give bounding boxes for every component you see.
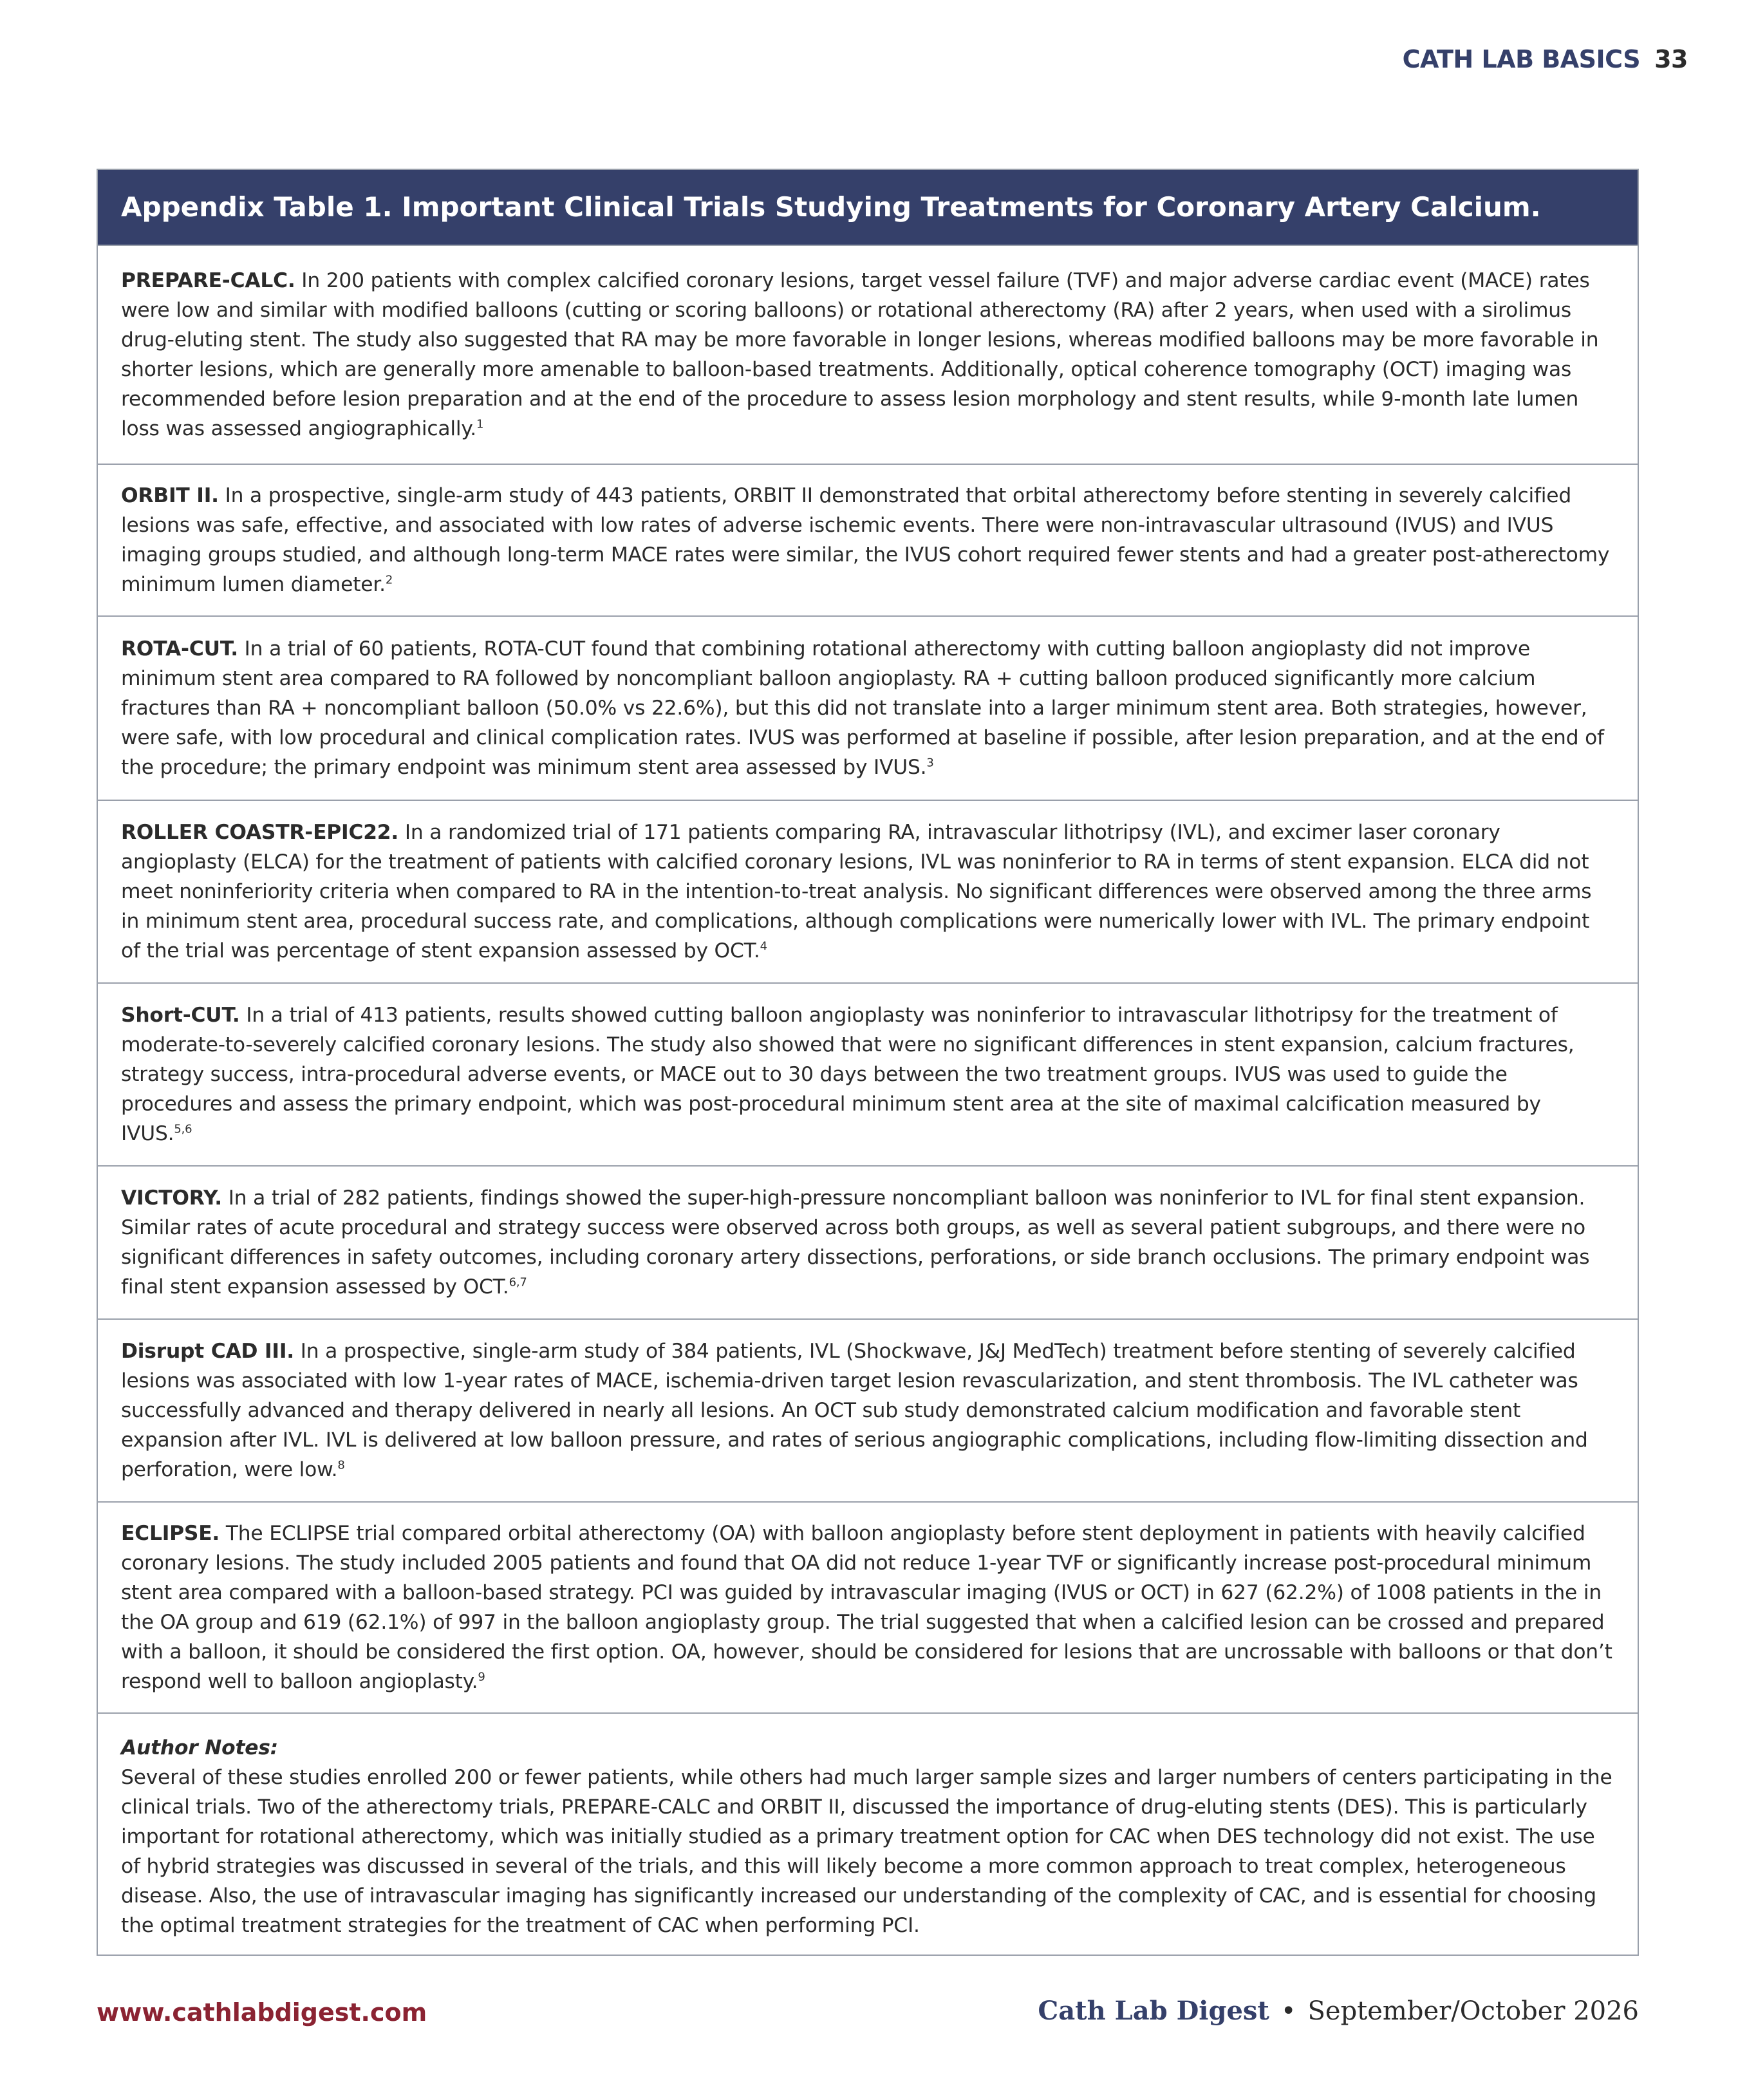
trial-description: In a randomized trial of 171 patients comparing RA, intravascular lithotripsy (IVL), and excimer laser coronary angioplasty (ELCA) for the treatment of patients with calcified coronary lesions, IVL was noninferior to RA in terms of stent expansion. ELCA did not meet noninferiority criteria when compared to RA in the intention-to-treat analysis. No significant differences were observed among the three arms in minimum stent area, procedural success rate, and complications, although complications were numerically lower with IVL. The primary endpoint of the trial was percentage of stent expansion assessed by OCT. bbox=[121, 820, 1592, 962]
reference-number: 3 bbox=[926, 756, 934, 770]
issue-date: September/October 2026 bbox=[1307, 1996, 1639, 2026]
trial-description: In a trial of 60 patients, ROTA-CUT found that combining rotational atherectomy with cutting balloon angioplasty did not improve minimum stent area compared to RA followed by noncompliant balloon angioplasty. RA + cutting balloon produced significantly more calcium fractures than RA + noncompliant balloon (50.0% vs 22.6%), but this did not translate into a larger minimum stent area. Both strategies, however, were safe, with low procedural and clinical complication rates. IVUS was performed at baseline if possible, after lesion preparation, and at the end of the procedure; the primary endpoint was minimum stent area assessed by IVUS. bbox=[121, 637, 1604, 779]
reference-number: 1 bbox=[476, 417, 484, 431]
reference-number: 8 bbox=[337, 1458, 345, 1472]
reference-number: 5,6 bbox=[174, 1122, 192, 1136]
trial-name: ROLLER COASTR-EPIC22. bbox=[121, 820, 399, 844]
trial-row-disrupt-cad-iii bbox=[98, 1318, 1638, 1501]
author-notes-text: Several of these studies enrolled 200 or fewer patients, while others had much larger sample sizes and larger numbers of centers participating in the clinical trials. Two of the atherectomy trials, PREPARE-CALC and ORBIT II, discussed the importance of drug-eluting stents (DES). This is particularly important for rotational atherectomy, which was initially studied as a primary treatment option for CAC when DES technology did not exist. The use of hybrid strategies was discussed in several of the trials, and this will likely become a more common approach to treat complex, heterogeneous disease. Also, the use of intravascular imaging has significantly increased our understanding of the complexity of CAC, and is essential for choosing the optimal treatment strategies for the treatment of CAC when performing PCI. bbox=[121, 1766, 1612, 1938]
footer-separator: • bbox=[1280, 1996, 1296, 2026]
magazine-name: Cath Lab Digest bbox=[1038, 1996, 1269, 2026]
running-header bbox=[1403, 45, 1688, 73]
trial-row-rota-cut bbox=[98, 615, 1638, 800]
trial-name: Disrupt CAD III. bbox=[121, 1340, 294, 1364]
trial-description: In a prospective, single-arm study of 384 patients, IVL (Shockwave, J&J MedTech) treatment before stenting of severely calcified lesions was associated with low 1-year rates of MACE, ischemia-driven target lesion revascularization, and stent thrombosis. The IVL catheter was successfully advanced and therapy delivered in nearly all lesions. An OCT sub study demonstrated calcium modification and favorable stent expansion after IVL. IVL is delivered at low balloon pressure, and rates of serious angiographic complications, including flow-limiting dissection and perforation, were low. bbox=[121, 1340, 1588, 1482]
reference-number: 6,7 bbox=[509, 1275, 527, 1289]
trial-row-prepare-calc bbox=[98, 245, 1638, 464]
trial-row-victory bbox=[98, 1165, 1638, 1318]
appendix-table bbox=[97, 169, 1639, 1956]
reference-number: 4 bbox=[760, 939, 767, 953]
trial-row-orbit-ii bbox=[98, 464, 1638, 615]
trial-description: In a prospective, single-arm study of 443 patients, ORBIT II demonstrated that orbital atherectomy before stenting in severely calcified lesions was safe, effective, and associated with low rates of adverse ischemic events. There were non-intravascular ultrasound (IVUS) and IVUS imaging groups studied, and although long-term MACE rates were similar, the IVUS cohort required fewer stents and had a greater post-atherectomy minimum lumen diameter. bbox=[121, 483, 1610, 596]
trial-name: ECLIPSE. bbox=[121, 1522, 220, 1546]
author-notes bbox=[98, 1712, 1638, 1955]
trial-row-eclipse bbox=[98, 1501, 1638, 1712]
table-title: Appendix Table 1. Important Clinical Trials Studying Treatments for Coronary Artery Calcium. bbox=[98, 170, 1638, 245]
trial-name: ROTA-CUT. bbox=[121, 637, 238, 661]
website-link[interactable]: www.cathlabdigest.com bbox=[97, 1998, 427, 2027]
section-title: CATH LAB BASICS bbox=[1402, 45, 1641, 73]
trial-description: The ECLIPSE trial compared orbital atherectomy (OA) with balloon angioplasty before stent deployment in patients with heavily calcified coronary lesions. The study included 2005 patients and found that OA did not reduce 1-year TVF or significantly increase post-procedural minimum stent area compared with a balloon-based strategy. PCI was guided by intravascular imaging (IVUS or OCT) in 627 (62.2%) of 1008 patients in the in the OA group and 619 (62.1%) of 997 in the balloon angioplasty group. The trial suggested that when a calcified lesion can be crossed and prepared with a balloon, it should be considered the first option. OA, however, should be considered for lesions that are uncrossable with balloons or that don’t respond well to balloon angioplasty. bbox=[121, 1522, 1612, 1694]
trial-description: In a trial of 282 patients, findings showed the super-high-pressure noncompliant balloon was noninferior to IVL for final stent expansion. Similar rates of acute procedural and strategy success were observed across both groups, as well as several patient subgroups, and there were no significant differences in safety outcomes, including coronary artery dissections, perforations, or side branch occlusions. The primary endpoint was final stent expansion assessed by OCT. bbox=[121, 1186, 1590, 1299]
trial-name: Short-CUT. bbox=[121, 1003, 240, 1027]
trial-name: PREPARE-CALC. bbox=[121, 268, 295, 292]
page-number: 33 bbox=[1654, 45, 1688, 73]
reference-number: 2 bbox=[385, 573, 393, 587]
trial-row-roller-coastr bbox=[98, 800, 1638, 982]
author-notes-title: Author Notes: bbox=[121, 1736, 279, 1760]
trial-name: ORBIT II. bbox=[121, 483, 219, 507]
reference-number: 9 bbox=[478, 1670, 485, 1684]
publication-footer bbox=[1038, 1996, 1639, 2026]
trial-row-short-cut bbox=[98, 982, 1638, 1165]
trial-name: VICTORY. bbox=[121, 1186, 222, 1210]
trial-description: In 200 patients with complex calcified coronary lesions, target vessel failure (TVF) and major adverse cardiac event (MACE) rates were low and similar with modified balloons (cutting or scoring balloons) or rotational atherectomy (RA) after 2 years, when used with a sirolimus drug-eluting stent. The study also suggested that RA may be more favorable in longer lesions, whereas modified balloons may be more favorable in shorter lesions, which are generally more amenable to balloon-based treatments. Additionally, optical coherence tomography (OCT) imaging was recommended before lesion preparation and at the end of the procedure to assess lesion morphology and stent results, while 9-month late lumen loss was assessed angiographically. bbox=[121, 268, 1599, 440]
trial-description: In a trial of 413 patients, results showed cutting balloon angioplasty was noninferior to intravascular lithotripsy for the treatment of moderate-to-severely calcified coronary lesions. The study also showed that were no significant differences in stent expansion, calcium fractures, strategy success, intra-procedural adverse events, or MACE out to 30 days between the two treatment groups. IVUS was used to guide the procedures and assess the primary endpoint, which was post-procedural minimum stent area at the site of maximal calcification measured by IVUS. bbox=[121, 1003, 1574, 1145]
